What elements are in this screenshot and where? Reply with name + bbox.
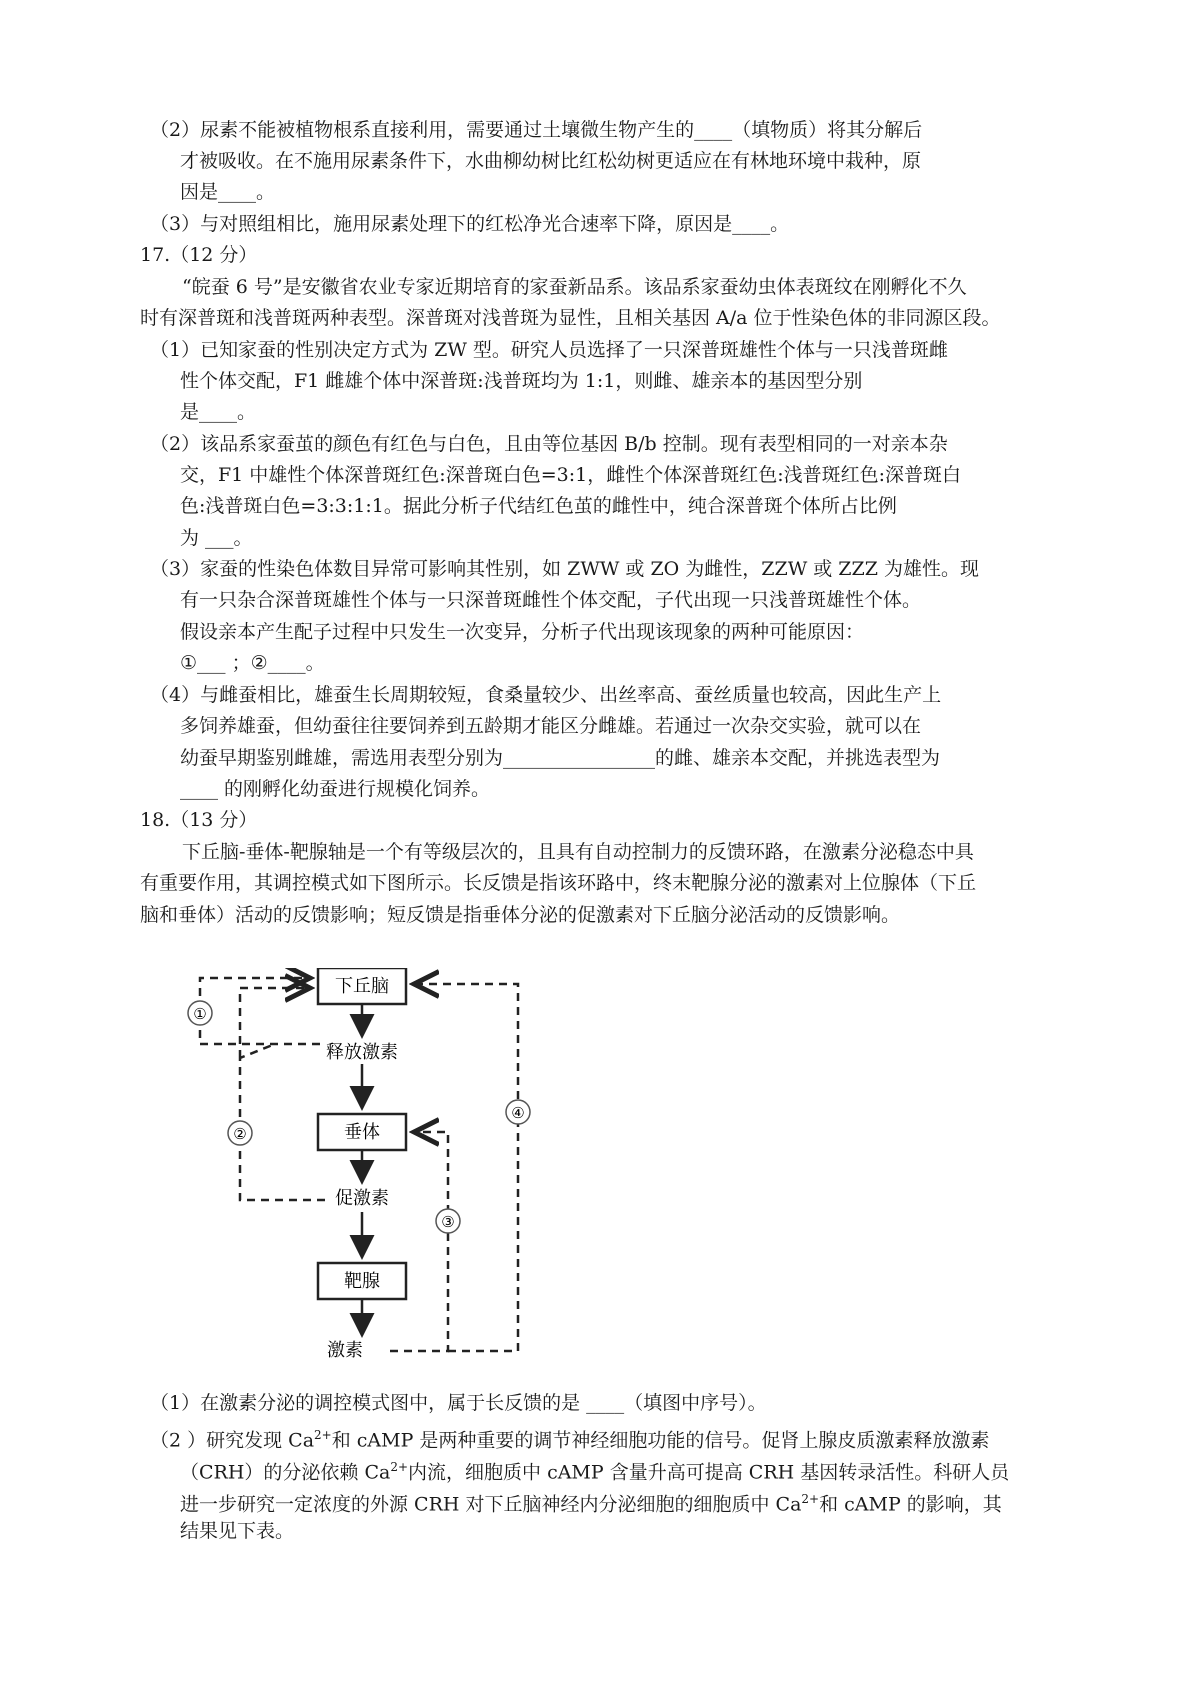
- hormone-label: 激素: [327, 1340, 363, 1361]
- pituitary-label: 垂体: [344, 1122, 380, 1143]
- q18-header: 18.（13 分）: [140, 809, 258, 831]
- q17-part4-line4: ____ 的刚孵化幼蚕进行规模化饲养。: [180, 778, 491, 800]
- q18-part2-line2-b: 内流，细胞质中 cAMP 含量升高可提高 CRH 基因转录活性。科研人员: [408, 1461, 1010, 1484]
- marker-1: ①: [193, 1005, 207, 1023]
- q18-part2-line2: [180, 1454, 1009, 1485]
- q17-part1-line2: 性个体交配，F1 雌雄个体中深普斑:浅普斑均为 1:1，则雌、雄亲本的基因型分别: [180, 370, 863, 392]
- q18-part2-line2-a: （CRH）的分泌依赖 Ca: [180, 1461, 391, 1484]
- q18-part2-line3-a: 进一步研究一定浓度的外源 CRH 对下丘脑神经内分泌细胞的细胞质中 Ca: [180, 1493, 802, 1516]
- q17-part3-line3: 假设亲本产生配子过程中只发生一次变异，分析子代出现该现象的两种可能原因：: [180, 621, 865, 643]
- q17-part1-line3: 是____。: [180, 401, 257, 423]
- q18-intro-line2: 有重要作用，其调控模式如下图所示。长反馈是指该环路中，终末靶腺分泌的激素对上位腺体（下丘: [140, 872, 977, 894]
- q18-intro-line3: 脑和垂体）活动的反馈影响；短反馈是指垂体分泌的促激素对下丘脑分泌活动的反馈影响。: [140, 904, 901, 926]
- hpa-axis-diagram: [160, 968, 560, 1378]
- q17-part3-line1: （3）家蚕的性染色体数目异常可影响其性别，如 ZWW 或 ZO 为雌性，ZZW 或 ZZZ 为雄性。现: [150, 558, 979, 580]
- q16-part3: （3）与对照组相比，施用尿素处理下的红松净光合速率下降，原因是____。: [150, 213, 790, 235]
- tropic-hormone-label: 促激素: [335, 1188, 389, 1209]
- q17-part1-line1: （1）已知家蚕的性别决定方式为 ZW 型。研究人员选择了一只深普斑雄性个体与一只浅普斑雌: [150, 339, 948, 361]
- q18-part2-line3: [180, 1486, 1002, 1517]
- q18-intro-line1: 下丘脑-垂体-靶腺轴是一个有等级层次的，且具有自动控制力的反馈环路，在激素分泌稳态中具: [182, 841, 974, 863]
- q18-part2-line4: 结果见下表。: [180, 1520, 295, 1542]
- q17-part4-line2: 多饲养雄蚕，但幼蚕往往要饲养到五龄期才能区分雌雄。若通过一次杂交实验，就可以在: [180, 715, 922, 737]
- q18-part1: （1）在激素分泌的调控模式图中，属于长反馈的是 ____（填图中序号）。: [150, 1392, 767, 1414]
- q18-part2-line1-b: 和 cAMP 是两种重要的调节神经细胞功能的信号。促肾上腺皮质激素释放激素: [331, 1429, 990, 1452]
- q16-part2-line2: 才被吸收。在不施用尿素条件下，水曲柳幼树比红松幼树更适应在有林地环境中栽种，原: [180, 150, 922, 172]
- marker-3: ③: [441, 1213, 455, 1231]
- q17-intro-line2: 时有深普斑和浅普斑两种表型。深普斑对浅普斑为显性，且相关基因 A/a 位于性染色体的非同源区段。: [140, 307, 1001, 329]
- q17-part4-line3: 幼蚕早期鉴别雌雄，需选用表型分别为________________的雌、雄亲本交配，并挑选表型为: [180, 747, 941, 769]
- releasing-hormone-label: 释放激素: [326, 1042, 398, 1063]
- marker-2: ②: [233, 1125, 247, 1143]
- q18-part2-line3-sup: 2+: [801, 1492, 820, 1506]
- q16-part2-line1: （2）尿素不能被植物根系直接利用，需要通过土壤微生物产生的____（填物质）将其分解后: [150, 119, 923, 141]
- q18-part2-line1: [150, 1422, 989, 1453]
- q17-part3-line4: ①___ ；②____。: [180, 652, 325, 674]
- q18-part2-line1-a: （2 ）研究发现 Ca: [150, 1429, 315, 1452]
- q17-part3-line2: 有一只杂合深普斑雄性个体与一只深普斑雌性个体交配，子代出现一只浅普斑雄性个体。: [180, 589, 922, 611]
- q17-part2-line1: （2）该品系家蚕茧的颜色有红色与白色，且由等位基因 B/b 控制。现有表型相同的一对亲本杂: [150, 433, 948, 455]
- marker-4: ④: [511, 1104, 525, 1122]
- q16-part2-line3: 因是____。: [180, 181, 276, 203]
- q18-part2-line3-b: 和 cAMP 的影响，其: [819, 1493, 1002, 1516]
- q17-part2-line4: 为 ___。: [180, 527, 253, 549]
- hypothalamus-label: 下丘脑: [335, 976, 389, 997]
- q17-part2-line2: 交，F1 中雄性个体深普斑红色:深普斑白色=3:1，雌性个体深普斑红色:浅普斑红色:深普斑白: [180, 464, 962, 486]
- target-gland-label: 靶腺: [344, 1271, 380, 1292]
- q18-part2-line2-sup: 2+: [390, 1460, 409, 1474]
- q17-intro-line1: “皖蚕 6 号”是安徽省农业专家近期培育的家蚕新品系。该品系家蚕幼虫体表斑纹在刚孵化不久: [182, 276, 967, 298]
- q17-part2-line3: 色:浅普斑白色=3:3:1:1。据此分析子代结红色茧的雌性中，纯合深普斑个体所占比例: [180, 495, 897, 517]
- q18-part2-line1-sup: 2+: [314, 1428, 332, 1442]
- q17-header: 17.（12 分）: [140, 244, 258, 266]
- q17-part4-line1: （4）与雌蚕相比，雄蚕生长周期较短，食桑量较少、出丝率高、蚕丝质量也较高，因此生产上: [150, 684, 942, 706]
